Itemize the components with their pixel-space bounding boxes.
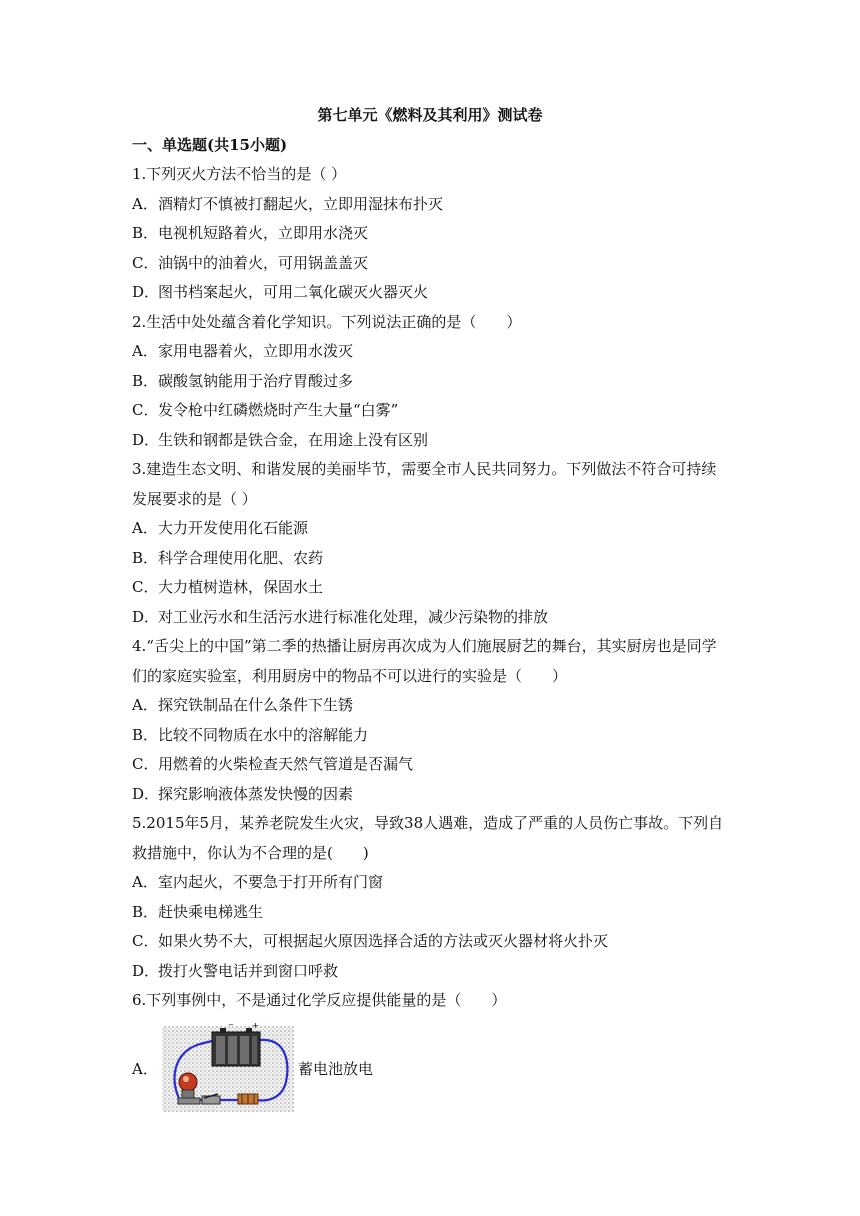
question-1-option-d: D．图书档案起火，可用二氧化碳灭火器灭火 bbox=[132, 283, 429, 301]
question-1-stem: 1.下列灭火方法不恰当的是（ ） bbox=[132, 165, 347, 183]
switch-icon bbox=[202, 1094, 220, 1104]
question-3-stem-line-1: 3.建造生态文明、和谐发展的美丽毕节，需要全市人民共同努力。下列做法不符合可持续 bbox=[132, 460, 717, 478]
question-4-stem-line-2: 们的家庭实验室，利用厨房中的物品不可以进行的实验是（ ） bbox=[132, 667, 568, 685]
question-2-option-b: B．碳酸氢钠能用于治疗胃酸过多 bbox=[132, 372, 354, 390]
question-5-option-b: B．赶快乘电梯逃生 bbox=[132, 903, 264, 921]
question-3-stem-line-2: 发展要求的是（ ） bbox=[132, 490, 257, 508]
question-5-stem-line-2: 救措施中，你认为不合理的是( ) bbox=[132, 844, 369, 862]
battery-circuit-figure bbox=[160, 1022, 296, 1114]
svg-text:+: + bbox=[252, 1022, 259, 1030]
question-2-option-a: A．家用电器着火，立即用水泼灭 bbox=[132, 342, 354, 360]
question-6-stem: 6.下列事例中，不是通过化学反应提供能量的是（ ） bbox=[132, 991, 507, 1009]
question-2-option-d: D．生铁和钢都是铁合金，在用途上没有区别 bbox=[132, 431, 429, 449]
question-3-option-a: A．大力开发使用化石能源 bbox=[132, 519, 309, 537]
page-title: 第七单元《燃料及其利用》测试卷 bbox=[317, 106, 543, 124]
question-4-option-a: A．探究铁制品在什么条件下生锈 bbox=[132, 696, 354, 714]
question-4-option-c: C．用燃着的火柴检查天然气管道是否漏气 bbox=[132, 755, 414, 773]
question-3-option-b: B．科学合理使用化肥、农药 bbox=[132, 549, 324, 567]
question-1-option-a: A．酒精灯不慎被打翻起火，立即用湿抹布扑灭 bbox=[132, 195, 444, 213]
section-heading: 一、单选题(共15小题) bbox=[132, 136, 288, 154]
question-5-stem-line-1: 5.2015年5月，某养老院发生火灾，导致38人遇难，造成了严重的人员伤亡事故。下列自 bbox=[132, 814, 724, 832]
question-5-option-d: D．拨打火警电话并到窗口呼救 bbox=[132, 962, 339, 980]
question-4-option-b: B．比较不同物质在水中的溶解能力 bbox=[132, 726, 369, 744]
question-5-option-c: C．如果火势不大，可根据起火原因选择合适的方法或灭火器材将火扑灭 bbox=[132, 932, 609, 950]
question-3-option-c: C．大力植树造林，保固水土 bbox=[132, 578, 324, 596]
question-1-option-c: C．油锅中的油着火，可用锅盖盖灭 bbox=[132, 254, 369, 272]
question-4-stem-line-1: 4.“舌尖上的中国”第二季的热播让厨房再次成为人们施展厨艺的舞台，其实厨房也是同学 bbox=[132, 637, 717, 655]
question-6-option-a-text: 蓄电池放电 bbox=[298, 1059, 374, 1078]
question-3-option-d: D．对工业污水和生活污水进行标准化处理，减少污染物的排放 bbox=[132, 608, 549, 626]
question-5-option-a: A．室内起火，不要急于打开所有门窗 bbox=[132, 873, 384, 891]
resistor-icon bbox=[238, 1094, 258, 1104]
question-4-option-d: D．探究影响液体蒸发快慢的因素 bbox=[132, 785, 354, 803]
question-6-option-a: A． − + 蓄电池放电 bbox=[132, 1022, 373, 1114]
question-2-stem: 2.生活中处处蕴含着化学知识。下列说法正确的是（ ） bbox=[132, 313, 522, 331]
svg-text:−: − bbox=[228, 1022, 234, 1029]
question-1-option-b: B．电视机短路着火，立即用水浇灭 bbox=[132, 224, 369, 242]
question-2-option-c: C．发令枪中红磷燃烧时产生大量“白雾” bbox=[132, 401, 399, 419]
